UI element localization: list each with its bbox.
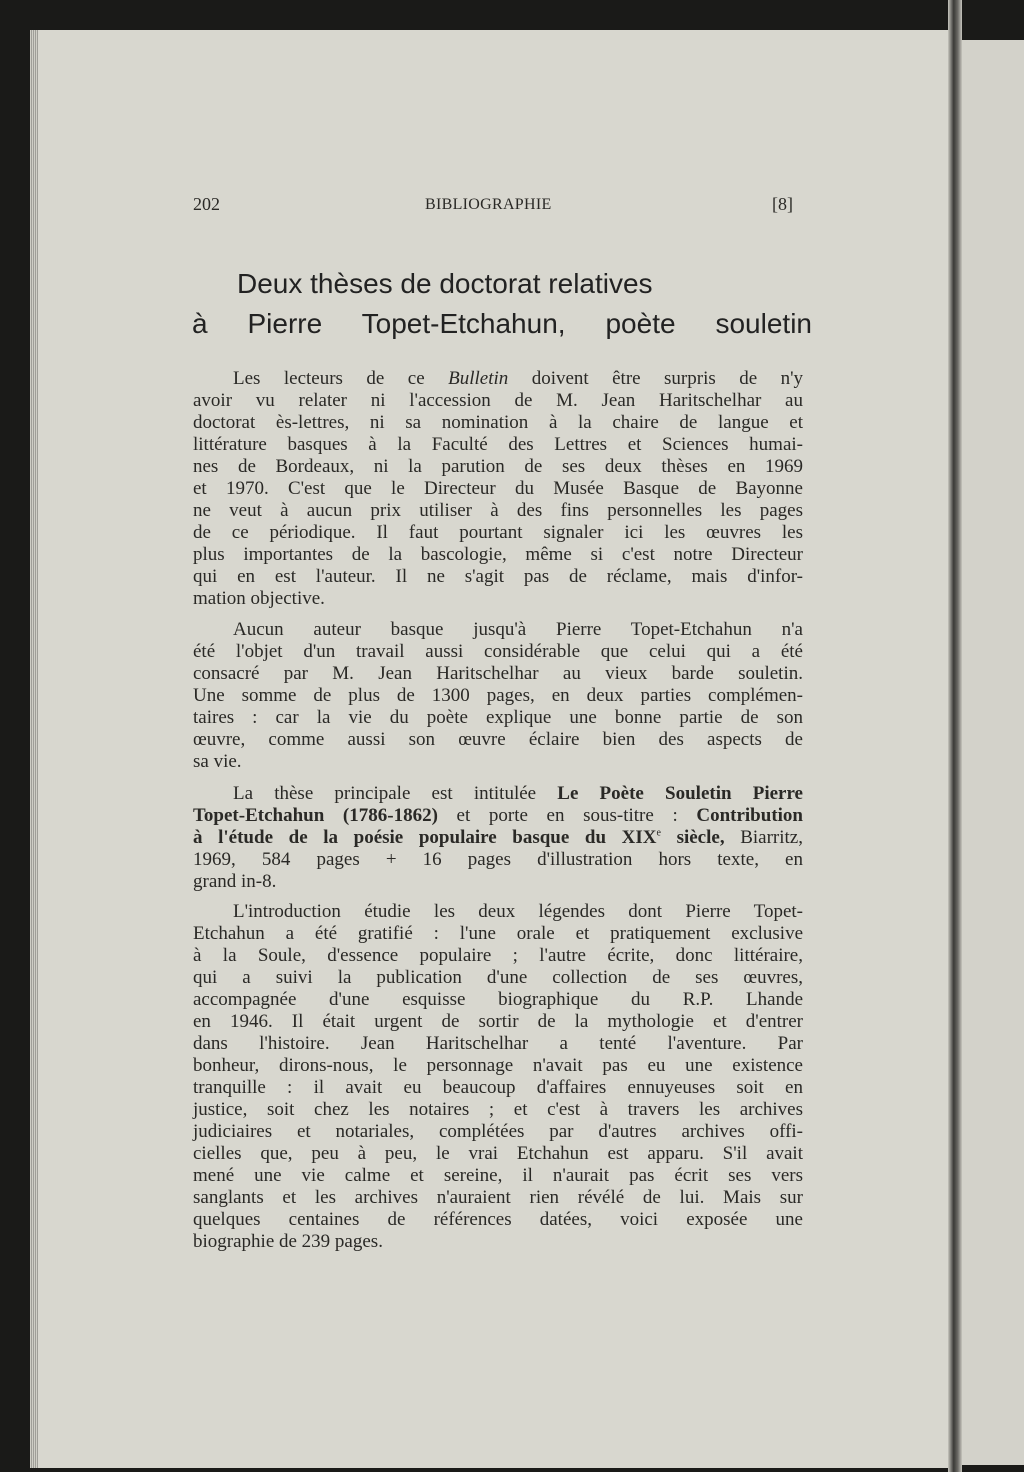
text-segment: qui a suivi la publication d'une collection de ses œuvres, (193, 967, 803, 988)
text-segment: accompagnée d'une esquisse biographique du R.P. Lhande (193, 989, 803, 1010)
text-line (193, 1055, 803, 1077)
text-line (193, 1121, 803, 1143)
text-line (193, 805, 803, 827)
text-line (193, 412, 803, 434)
text-segment: judiciaires et notariales, complétées par d'autres archives offi- (193, 1121, 803, 1142)
text-segment: plus importantes de la bascologie, même si c'est notre Directeur (193, 544, 803, 565)
text-segment: qui en est l'auteur. Il ne s'agit pas de réclame, mais d'infor- (193, 566, 803, 587)
text-segment: dans l'histoire. Jean Haritschelhar a tenté l'aventure. Par (193, 1033, 803, 1054)
text-line (193, 641, 803, 663)
text-line (193, 1165, 803, 1187)
text-line (193, 751, 803, 773)
text-segment: bonheur, dirons-nous, le personnage n'avait pas eu une existence (193, 1055, 803, 1076)
text-segment: été l'objet d'un travail aussi considérable que celui qui a été (193, 641, 803, 662)
text-segment: doivent être surpris de n'y (508, 368, 804, 389)
text-segment: sanglants et les archives n'auraient rien révélé de lui. Mais sur (193, 1187, 803, 1208)
text-line (193, 478, 803, 500)
paragraph-3 (193, 783, 803, 893)
text-segment: et porte en sous-titre : (437, 805, 697, 826)
text-line (193, 368, 803, 390)
text-segment: L'introduction étudie les deux légendes dont Pierre Topet- (233, 901, 803, 922)
text-segment: en 1946. Il était urgent de sortir de la mythologie et d'entrer (193, 1011, 803, 1032)
text-segment: La thèse principale est intitulée (233, 783, 558, 804)
text-line (193, 1077, 803, 1099)
text-line (193, 619, 803, 641)
italic-text: Bulletin (448, 368, 509, 389)
text-line (193, 827, 803, 849)
text-line (193, 663, 803, 685)
text-segment: et 1970. C'est que le Directeur du Musée Basque de Bayonne (193, 478, 803, 499)
text-segment: œuvre, comme aussi son œuvre éclaire bien des aspects de (193, 729, 803, 750)
text-line (193, 685, 803, 707)
text-line (193, 783, 803, 805)
text-line (193, 871, 803, 893)
text-line (193, 588, 803, 610)
book-gutter (948, 0, 962, 1472)
text-segment: biographie de 239 pages. (193, 1231, 383, 1252)
text-line (193, 967, 803, 989)
text-line (193, 500, 803, 522)
text-line (193, 923, 803, 945)
bold-text: à l'étude de la poésie populaire basque du XIX (193, 827, 657, 848)
page-number: 202 (193, 194, 220, 214)
text-line (193, 1033, 803, 1055)
section-number: [8] (772, 194, 793, 214)
text-segment: doctorat ès-lettres, ni sa nomination à la chaire de langue et (193, 412, 803, 433)
article-title-line-2: à Pierre Topet-Etchahun, poète souletin (192, 308, 812, 339)
text-segment: grand in-8. (193, 871, 277, 892)
text-segment: sa vie. (193, 751, 242, 772)
text-segment: tranquille : il avait eu beaucoup d'affaires ennuyeuses soit en (193, 1077, 803, 1098)
text-line (193, 989, 803, 1011)
article-title-line-1: Deux thèses de doctorat relatives (237, 268, 653, 299)
text-segment: Biarritz, (724, 827, 803, 848)
text-line (193, 1231, 803, 1253)
text-segment: ne veut à aucun prix utiliser à des fins personnelles les pages (193, 500, 803, 521)
facing-page-edge (962, 40, 1024, 1465)
text-segment: mené une vie calme et sereine, il n'aurait pas écrit ses vers (193, 1165, 803, 1186)
text-line (193, 522, 803, 544)
text-line (193, 390, 803, 412)
bold-text: siècle, (660, 827, 725, 848)
text-line (193, 1209, 803, 1231)
text-line (193, 1099, 803, 1121)
text-line (193, 566, 803, 588)
text-line (193, 901, 803, 923)
text-segment: Aucun auteur basque jusqu'à Pierre Topet-Etchahun n'a (233, 619, 803, 640)
paragraph-2 (193, 619, 803, 773)
paragraph-1 (193, 368, 803, 610)
text-line (193, 1187, 803, 1209)
text-segment: nes de Bordeaux, ni la parution de ses deux thèses en 1969 (193, 456, 803, 477)
text-segment: justice, soit chez les notaires ; et c'est à travers les archives (193, 1099, 803, 1120)
text-segment: mation objective. (193, 588, 325, 609)
text-segment: Etchahun a été gratifié : l'une orale et pratiquement exclusive (193, 923, 803, 944)
text-segment: Les lecteurs de ce (233, 368, 449, 389)
text-segment: quelques centaines de références datées, voici exposée une (193, 1209, 803, 1230)
text-line (193, 1143, 803, 1165)
text-line (193, 456, 803, 478)
bold-text: Topet-Etchahun (1786-1862) (193, 805, 438, 826)
bold-text: Contribution (696, 805, 803, 826)
text-segment: taires : car la vie du poète explique une bonne partie de son (193, 707, 803, 728)
text-line (193, 729, 803, 751)
text-line (193, 849, 803, 871)
text-line (193, 434, 803, 456)
text-segment: avoir vu relater ni l'accession de M. Jean Haritschelhar au (193, 390, 803, 411)
text-segment: consacré par M. Jean Haritschelhar au vieux barde souletin. (193, 663, 803, 684)
text-segment: de ce périodique. Il faut pourtant signaler ici les œuvres les (193, 522, 803, 543)
text-segment: 1969, 584 pages + 16 pages d'illustration hors texte, en (193, 849, 803, 870)
running-header: BIBLIOGRAPHIE (425, 196, 552, 213)
text-segment: littérature basques à la Faculté des Lettres et Sciences humai- (193, 434, 803, 455)
text-segment: Une somme de plus de 1300 pages, en deux parties complémen- (193, 685, 803, 706)
text-segment: cielles que, peu à peu, le vrai Etchahun est apparu. S'il avait (193, 1143, 803, 1164)
paragraph-4 (193, 901, 803, 1253)
page-stack-edges (30, 30, 38, 1468)
superscript: e (656, 827, 661, 839)
text-line (193, 1011, 803, 1033)
text-segment: à la Soule, d'essence populaire ; l'autre écrite, donc littéraire, (193, 945, 803, 966)
bold-text: Le Poète Souletin Pierre (557, 783, 803, 804)
text-line (193, 945, 803, 967)
text-line (193, 544, 803, 566)
text-line (193, 707, 803, 729)
